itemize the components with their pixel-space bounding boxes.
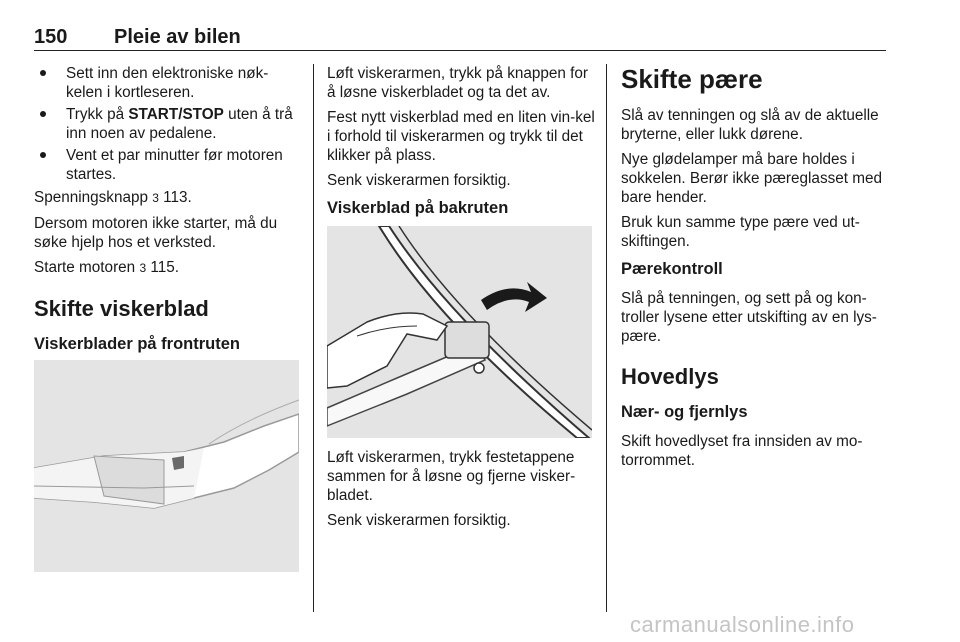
- column-2: [327, 64, 595, 228]
- watermark: carmanualsonline.info: [630, 612, 855, 637]
- paragraph: Nye glødelamper må bare holdes i sokkelen. Berør ikke pæreglasset med bare hender.: [621, 151, 883, 206]
- cross-reference: Spenningsknapp 3 113.: [34, 189, 192, 206]
- subsection-heading: Pærekontroll: [621, 260, 723, 278]
- section-heading: Skifte pære: [621, 64, 763, 94]
- column-divider-2: [606, 64, 607, 612]
- column-2-lower: [327, 448, 595, 536]
- list-item: [34, 105, 300, 143]
- subsection-heading: Nær- og fjernlys: [621, 403, 748, 421]
- page-header: [34, 26, 886, 50]
- bullet-icon: [40, 152, 46, 158]
- chapter-title: Pleie av bilen: [114, 26, 241, 48]
- bullet-icon: [40, 111, 46, 117]
- button-name-bold: START/STOP: [128, 106, 224, 123]
- paragraph: Løft viskerarmen, trykk på knappen for å løsne viskerbladet og ta det av.: [327, 65, 589, 101]
- paragraph: Senk viskerarmen forsiktig.: [327, 512, 511, 529]
- bullet-list: [34, 64, 300, 184]
- section-heading: Skifte viskerblad: [34, 296, 209, 321]
- subsection-heading: Viskerblader på frontruten: [34, 335, 241, 353]
- header-rule: [34, 50, 886, 51]
- page-number: 150: [34, 26, 68, 48]
- bullet-text: Vent et par minutter før motoren startes.: [66, 147, 283, 183]
- paragraph: Løft viskerarmen, trykk festetappene sammen for å løsne og fjerne visker-bladet.: [327, 449, 576, 504]
- bullet-text: Trykk på: [66, 106, 129, 123]
- paragraph: Slå av tenningen og slå av de aktuelle bryterne, eller lukk dørene.: [621, 107, 879, 143]
- column-1: [34, 64, 300, 364]
- column-3: [621, 64, 887, 476]
- list-item: [34, 64, 300, 102]
- page-ref-icon: 3: [139, 261, 147, 275]
- column-divider-1: [313, 64, 314, 612]
- bullet-icon: [40, 70, 46, 76]
- wiper-blade-rear-illustration-icon: [327, 226, 592, 438]
- subsection-heading: Viskerblad på bakruten: [327, 199, 509, 217]
- bullet-text: uten å trå inn noen av pedalene.: [66, 106, 293, 142]
- cross-reference: Starte motoren 3 115.: [34, 259, 180, 276]
- page-ref-icon: 3: [152, 191, 159, 205]
- wiper-blade-front-illustration-icon: [34, 360, 299, 572]
- paragraph: Fest nytt viskerblad med en liten vin-kel i forhold til viskerarmen og trykk til det klikker på plass.: [327, 109, 595, 164]
- paragraph: Slå på tenningen, og sett på og kon-troller lysene etter utskifting av en lys-pære.: [621, 290, 877, 345]
- paragraph: Dersom motoren ikke starter, må du søke hjelp hos et verksted.: [34, 215, 278, 251]
- section-heading: Hovedlys: [621, 364, 719, 389]
- list-item: [34, 146, 300, 184]
- paragraph: Skift hovedlyset fra innsiden av mo-torrommet.: [621, 433, 863, 469]
- paragraph: Senk viskerarmen forsiktig.: [327, 172, 511, 189]
- bullet-text: Sett inn den elektroniske nøk-kelen i kortleseren.: [66, 65, 269, 101]
- paragraph: Bruk kun samme type pære ved ut-skiftingen.: [621, 214, 860, 250]
